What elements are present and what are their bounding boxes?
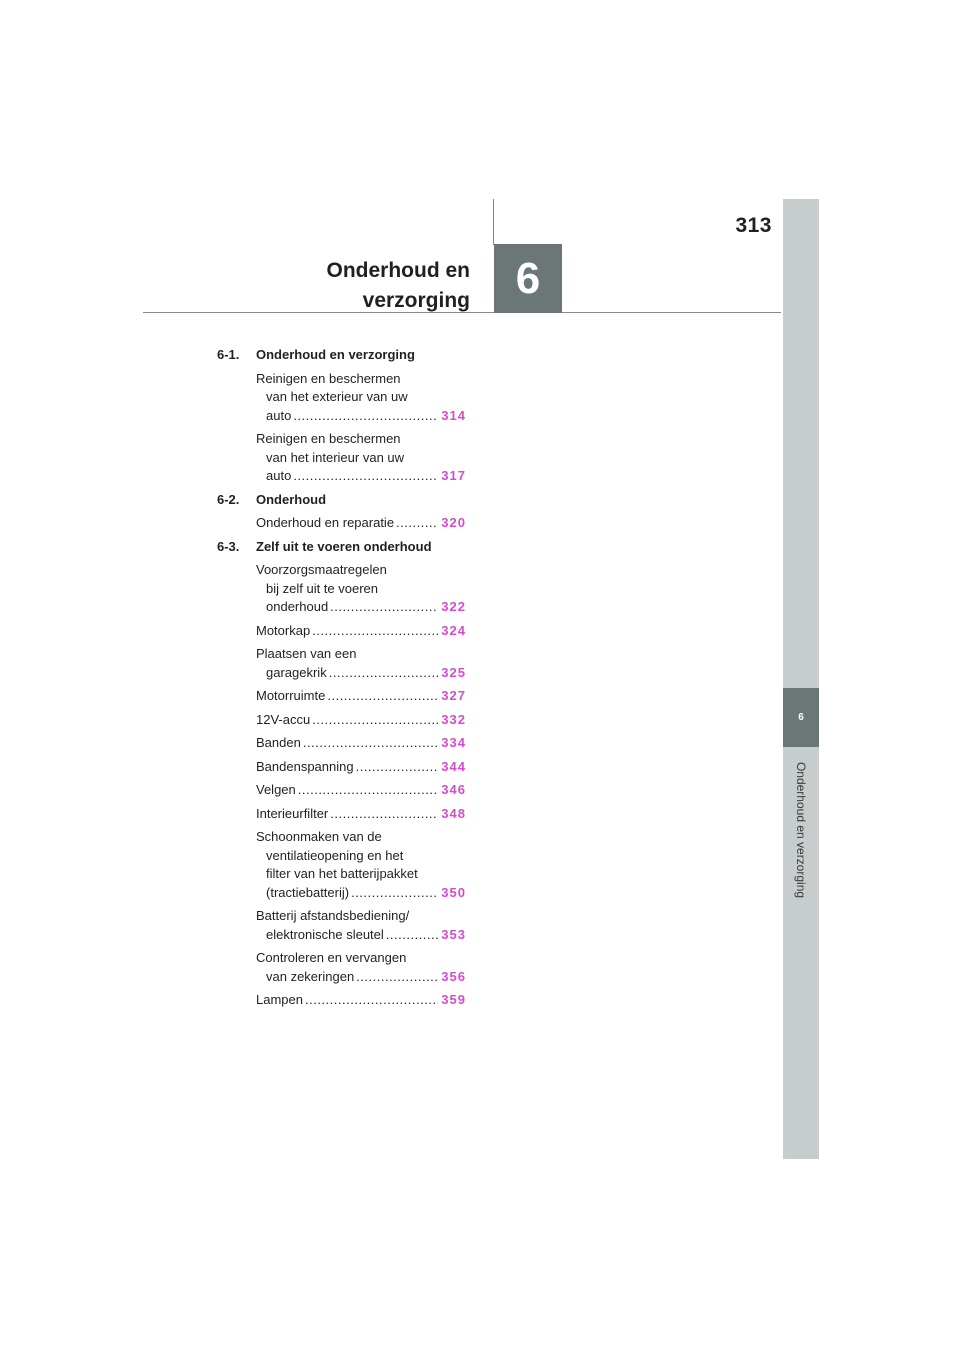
toc-entry-text: elektronische sleutel xyxy=(266,926,384,942)
toc-entry-text: Velgen xyxy=(256,782,296,797)
toc-entry[interactable] xyxy=(256,781,466,800)
toc-entry[interactable] xyxy=(256,991,466,1010)
toc-entry[interactable] xyxy=(256,907,466,944)
toc-page-link[interactable]: 317 xyxy=(441,468,466,483)
toc-page-link[interactable]: 320 xyxy=(441,515,466,530)
toc-entry-line: van het interieur van uw xyxy=(266,449,405,465)
dot-leader xyxy=(293,407,438,426)
toc-entry-line: Reinigen en beschermen xyxy=(256,431,401,446)
toc-entry[interactable] xyxy=(256,687,466,706)
toc-page-link[interactable]: 348 xyxy=(441,805,466,821)
table-of-contents xyxy=(217,346,477,1015)
dot-leader xyxy=(329,664,439,683)
toc-entry-text: Motorkap xyxy=(256,622,311,638)
toc-entry[interactable] xyxy=(256,514,466,533)
toc-entry-line: Voorzorgsmaatregelen xyxy=(256,562,387,577)
side-thumb-band xyxy=(783,199,819,1159)
dot-leader xyxy=(303,734,438,753)
toc-page-link[interactable]: 353 xyxy=(441,926,466,942)
toc-entry-last-line xyxy=(256,514,466,533)
toc-entry-line: Batterij afstandsbediening/ xyxy=(256,908,410,923)
section-number: 6-3. xyxy=(217,538,240,554)
chapter-title-line-2: verzorging xyxy=(362,289,470,312)
dot-leader xyxy=(386,926,439,945)
toc-entry-last-line xyxy=(256,622,466,641)
toc-entry-text: 12V-accu xyxy=(256,711,311,727)
header-vertical-rule xyxy=(493,199,494,245)
toc-entry-last-line xyxy=(256,711,466,730)
dot-leader xyxy=(312,711,438,730)
section-title: Onderhoud xyxy=(256,491,327,507)
toc-entry[interactable] xyxy=(256,370,466,426)
dot-leader xyxy=(356,758,439,777)
toc-entry-text: onderhoud xyxy=(266,599,329,614)
toc-entry-last-line xyxy=(256,781,466,800)
toc-page-link[interactable]: 325 xyxy=(441,664,466,680)
toc-entry-text: Banden xyxy=(256,735,301,750)
toc-entry-text: auto xyxy=(266,468,292,483)
chapter-number-box: 6 xyxy=(494,244,562,313)
page-number: 313 xyxy=(735,214,772,237)
toc-entry-last-line xyxy=(256,687,466,706)
section-number: 6-2. xyxy=(217,491,240,507)
toc-entry[interactable] xyxy=(256,561,466,617)
toc-entry-last-line xyxy=(256,758,466,777)
toc-page-link[interactable]: 332 xyxy=(441,711,466,727)
dot-leader xyxy=(330,598,438,617)
toc-entry-last-line xyxy=(256,734,466,753)
toc-entry-text: Bandenspanning xyxy=(256,758,354,774)
toc-entry[interactable] xyxy=(256,645,466,682)
toc-section xyxy=(217,346,477,365)
dot-leader xyxy=(305,991,438,1010)
toc-entry-line: van het exterieur van uw xyxy=(266,389,408,404)
toc-entry-text: van zekeringen xyxy=(266,968,355,984)
dot-leader xyxy=(356,968,438,987)
toc-entry-line: filter van het batterijpakket xyxy=(266,866,418,881)
toc-entry-text: (tractiebatterij) xyxy=(266,884,350,900)
side-thumb-tab[interactable]: 6 xyxy=(783,688,819,747)
toc-entry-text: Motorruimte xyxy=(256,688,326,703)
toc-page-link[interactable]: 322 xyxy=(441,599,466,614)
dot-leader xyxy=(351,884,438,903)
toc-entry-last-line xyxy=(256,598,466,617)
toc-entry-text: garagekrik xyxy=(266,664,327,680)
toc-page-link[interactable]: 327 xyxy=(441,688,466,703)
toc-page-link[interactable]: 350 xyxy=(441,884,466,900)
toc-entry-line: Controleren en vervangen xyxy=(256,950,407,965)
toc-entry-last-line xyxy=(256,805,466,824)
toc-entry-text: Interieurfilter xyxy=(256,805,329,821)
section-title: Zelf uit te voeren onderhoud xyxy=(256,538,432,554)
toc-entry-last-line xyxy=(256,884,466,903)
toc-entry[interactable] xyxy=(256,430,466,486)
toc-section xyxy=(217,538,477,557)
section-number: 6-1. xyxy=(217,347,240,362)
toc-entry-text: Lampen xyxy=(256,992,303,1007)
toc-entry-last-line xyxy=(256,467,466,486)
toc-page-link[interactable]: 359 xyxy=(441,992,466,1007)
toc-entry[interactable] xyxy=(256,805,466,824)
toc-entry-last-line xyxy=(256,926,466,945)
toc-entry-text: auto xyxy=(266,407,292,423)
dot-leader xyxy=(327,687,438,706)
toc-entry-last-line xyxy=(256,968,466,987)
side-chapter-label: Onderhoud en verzorging xyxy=(794,761,808,899)
toc-entry[interactable] xyxy=(256,949,466,986)
toc-page-link[interactable]: 356 xyxy=(441,968,466,984)
toc-entry[interactable] xyxy=(256,734,466,753)
toc-entry[interactable] xyxy=(256,622,466,641)
toc-page-link[interactable]: 344 xyxy=(441,758,466,774)
toc-entry-last-line xyxy=(256,991,466,1010)
toc-page-link[interactable]: 314 xyxy=(441,407,466,423)
toc-entry-last-line xyxy=(256,407,466,426)
dot-leader xyxy=(330,805,438,824)
dot-leader xyxy=(298,781,439,800)
chapter-title xyxy=(240,256,470,316)
toc-entry-line: bij zelf uit te voeren xyxy=(266,580,379,596)
toc-entry-text: Onderhoud en reparatie xyxy=(256,515,395,530)
dot-leader xyxy=(293,467,438,486)
toc-entry[interactable] xyxy=(256,711,466,730)
chapter-title-line-1: Onderhoud en xyxy=(326,259,470,282)
toc-entry[interactable] xyxy=(256,828,466,902)
toc-entry-line: Reinigen en beschermen xyxy=(256,370,401,386)
toc-entry-last-line xyxy=(256,664,466,683)
toc-entry-line: Plaatsen van een xyxy=(256,646,357,661)
toc-entry-line: Schoonmaken van de xyxy=(256,829,382,844)
dot-leader xyxy=(396,514,438,533)
dot-leader xyxy=(312,622,438,641)
toc-section xyxy=(217,491,477,510)
toc-page-link[interactable]: 324 xyxy=(441,622,466,638)
toc-entry[interactable] xyxy=(256,758,466,777)
toc-entry-line: ventilatieopening en het xyxy=(266,847,404,863)
toc-page-link[interactable]: 334 xyxy=(441,735,466,750)
section-title: Onderhoud en verzorging xyxy=(256,347,415,362)
toc-page-link[interactable]: 346 xyxy=(441,782,466,797)
